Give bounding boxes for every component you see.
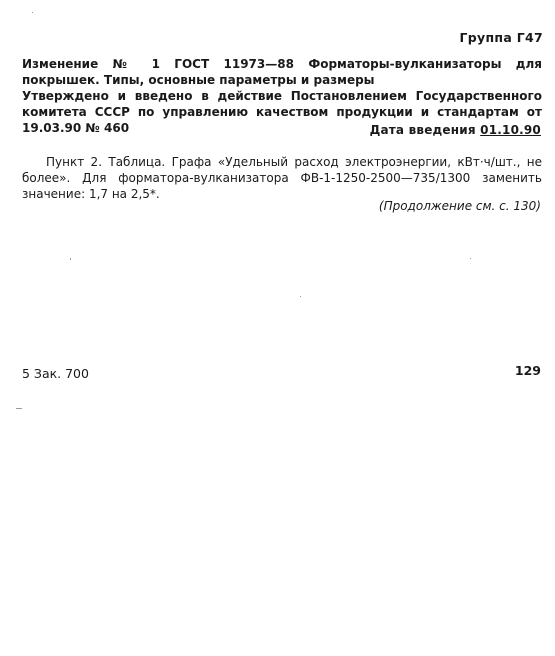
clause-text: Пункт 2. Таблица. Графа «Удельный расход электроэнергии, кВт·ч/шт., не более». Для форматора-вулканизатора ФВ-1-1250-2500—735/1300 заменить значение: 1,7 на 2,5*. <box>22 155 542 201</box>
order-number: 5 Зак. 700 <box>22 366 89 381</box>
scan-speck <box>32 12 33 13</box>
introduction-date-value: 01.10.90 <box>480 123 541 137</box>
introduction-date-label: Дата введения <box>369 123 476 137</box>
introduction-date <box>370 123 541 137</box>
page-number: 129 <box>514 363 541 378</box>
group-code: Группа Г47 <box>459 30 543 45</box>
continuation-note: (Продолжение см. с. 130) <box>378 199 541 213</box>
amendment-title: Изменение № 1 ГОСТ 11973—88 Форматоры-вулканизаторы для покрышек. Типы, основные параметры и размеры <box>22 57 542 87</box>
scan-speck <box>470 258 471 259</box>
scan-speck <box>16 408 22 409</box>
scan-speck <box>300 296 301 297</box>
scan-speck <box>70 258 71 260</box>
approval-statement: Утверждено и введено в действие Постановлением Государственного комитета СССР по управлению качеством продукции и стандартам от 19.03.90 № 460 <box>22 89 542 135</box>
